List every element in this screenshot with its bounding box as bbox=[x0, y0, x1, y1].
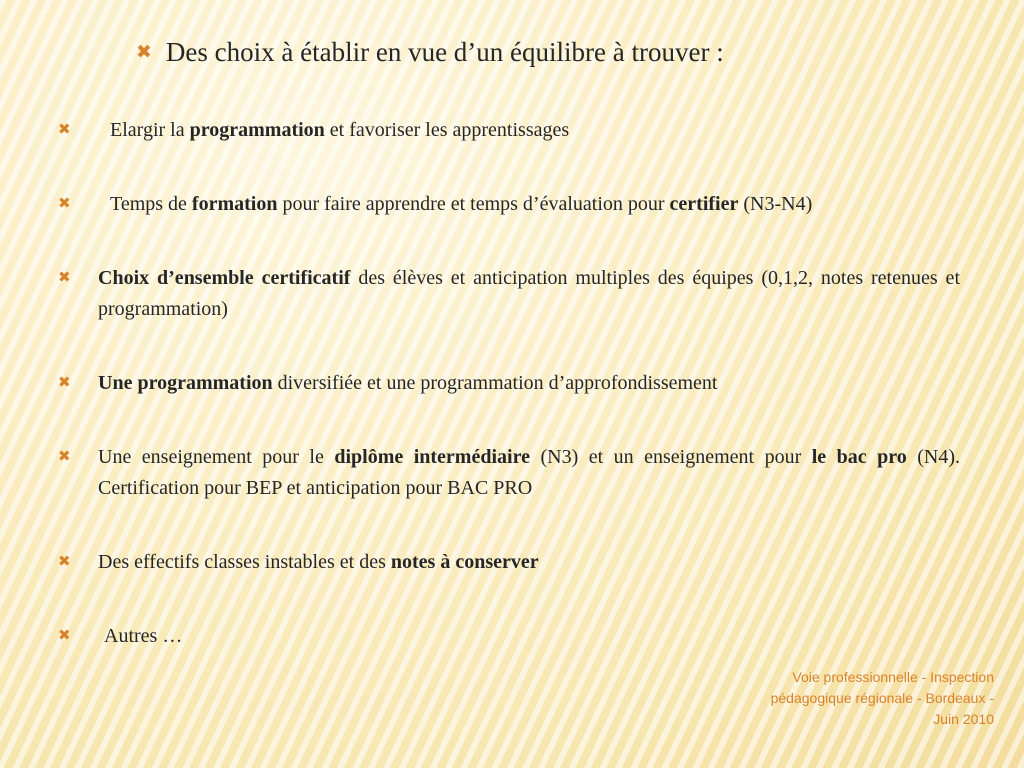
list-item bbox=[58, 263, 960, 325]
item-text: Autres … bbox=[104, 625, 183, 647]
bullet-x-icon: ✖ bbox=[58, 270, 71, 286]
item-text: pour faire apprendre et temps d’évaluation pour bbox=[277, 193, 670, 215]
bullet-x-icon: ✖ bbox=[58, 196, 71, 212]
item-text: et favoriser les apprentissages bbox=[324, 119, 570, 141]
item-bold: notes à conserver bbox=[390, 551, 539, 573]
item-bold: certifier bbox=[669, 193, 739, 215]
footer-line: pédagogique régionale - Bordeaux - bbox=[770, 690, 994, 706]
bullet-x-icon: ✖ bbox=[58, 449, 71, 465]
list-item bbox=[58, 115, 960, 146]
item-bold: Une programmation bbox=[98, 372, 273, 394]
item-bold: formation bbox=[191, 193, 278, 215]
item-text: Elargir la bbox=[110, 119, 190, 141]
item-text: des élèves et anticipation multiples des équipes (0,1,2, notes retenues et programmation) bbox=[98, 267, 960, 320]
item-bold: Choix d’ensemble certificatif bbox=[98, 267, 351, 289]
item-text: Une enseignement pour le bbox=[98, 446, 335, 468]
bullet-list bbox=[58, 115, 960, 652]
list-item bbox=[58, 189, 960, 220]
slide-title-text: Des choix à établir en vue d’un équilibre à trouver : bbox=[165, 37, 724, 67]
item-bold: programmation bbox=[189, 119, 325, 141]
list-item bbox=[58, 368, 960, 399]
item-text: Temps de bbox=[110, 193, 192, 215]
bullet-x-icon: ✖ bbox=[58, 628, 71, 644]
slide-title bbox=[136, 34, 996, 74]
item-text: (N3-N4) bbox=[738, 193, 813, 215]
footer bbox=[694, 667, 994, 730]
footer-line: Voie professionnelle - Inspection bbox=[792, 669, 994, 685]
item-text: (N4). Certification pour BEP et anticipation pour BAC PRO bbox=[98, 446, 961, 499]
list-item bbox=[58, 547, 960, 578]
item-text: diversifiée et une programmation d’approfondissement bbox=[272, 372, 718, 394]
item-bold: diplôme intermédiaire bbox=[334, 446, 530, 468]
item-text: Des effectifs classes instables et des bbox=[98, 551, 391, 573]
item-bold: le bac pro bbox=[811, 446, 907, 468]
bullet-x-icon: ✖ bbox=[58, 122, 71, 138]
item-text: (N3) et un enseignement pour bbox=[529, 446, 812, 468]
list-item bbox=[58, 621, 960, 652]
bullet-x-icon: ✖ bbox=[136, 42, 152, 63]
footer-line: Juin 2010 bbox=[933, 711, 994, 727]
bullet-x-icon: ✖ bbox=[58, 554, 71, 570]
list-item bbox=[58, 442, 960, 504]
bullet-x-icon: ✖ bbox=[58, 375, 71, 391]
